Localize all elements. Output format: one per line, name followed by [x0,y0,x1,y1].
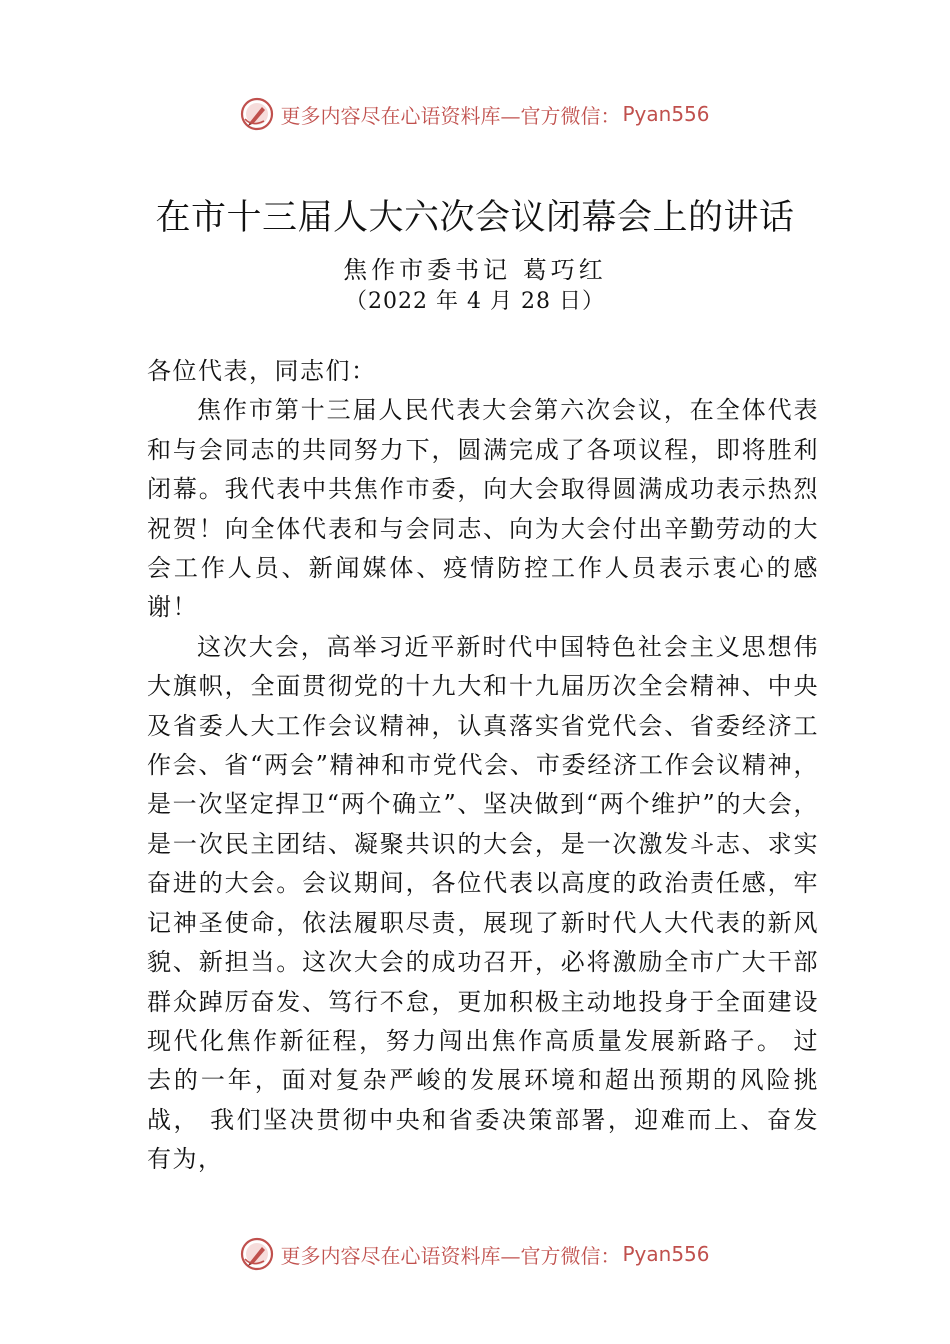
banner-text: 更多内容尽在心语资料库—官方微信： [280,1243,621,1268]
footer-banner [0,1234,950,1274]
paragraph: 这次大会，高举习近平新时代中国特色社会主义思想伟大旗帜，全面贯彻党的十九大和十九届历次全会精神、中央及省委人大工作会议精神，认真落实省党代会、省委经济工作会、省“两会”精神和市党代会、市委经济工作会议精神，是一次坚定捍卫“两个确立”、坚决做到“两个维护”的大会，是一次民主团结、凝聚共识的大会，是一次激发斗志、求实奋进的大会。会议期间，各位代表以高度的政治责任感，牢记神圣使命，依法履职尽责，展现了新时代人大代表的新风貌、新担当。这次大会的成功召开，必将激励全市广大干部群众踔厉奋发、笃行不怠，更加积极主动地投身于全面建设现代化焦作新征程，努力闯出焦作高质量发展新路子。 过去的一年，面对复杂严峻的发展环境和超出预期的风险挑战， 我们坚决贯彻中央和省委决策部署，迎难而上、奋发有为， [147,632,819,1174]
page-title: 在市十三届人大六次会议闭幕会上的讲话 [155,198,795,238]
pen-logo-icon [240,97,274,131]
document-body [147,352,819,1180]
author-line: 焦作市委书记 葛巧红 [343,256,607,284]
banner-text: 更多内容尽在心语资料库—官方微信： [280,103,621,128]
wechat-id: Pyan556 [622,102,710,126]
salutation: 各位代表，同志们： [147,357,377,385]
wechat-id: Pyan556 [622,1242,710,1266]
date-line: （2022 年 4 月 28 日） [345,289,605,314]
paragraph: 焦作市第十三届人民代表大会第六次会议，在全体代表和与会同志的共同努力下，圆满完成了各项议程，即将胜利闭幕。我代表中共焦作市委，向大会取得圆满成功表示热烈祝贺！向全体代表和与会同志、向为大会付出辛勤劳动的大会工作人员、新闻媒体、疫情防控工作人员表示衷心的感谢！ [147,396,819,622]
header-banner [0,94,950,134]
pen-logo-icon [240,1237,274,1271]
